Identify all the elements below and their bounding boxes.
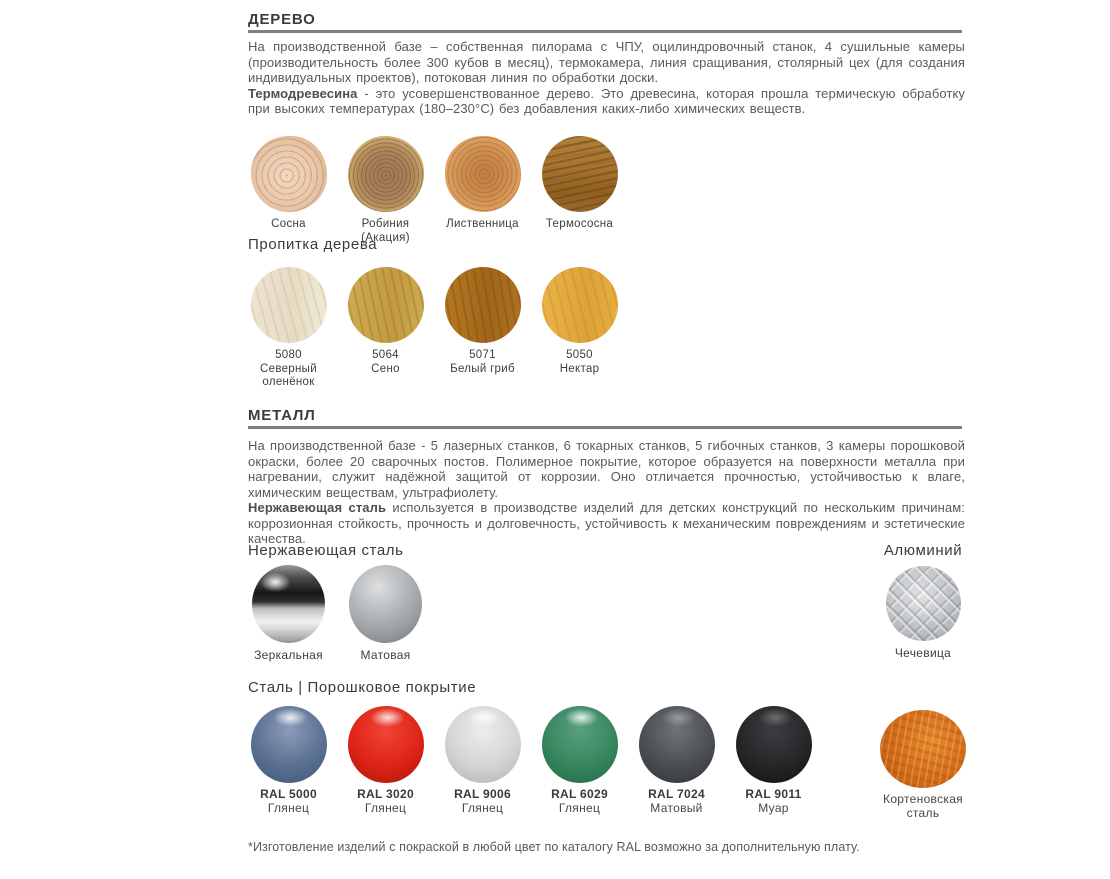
treatment-swatch-5080 xyxy=(240,267,337,390)
wood-treatment-swatch-row xyxy=(240,267,628,390)
treatment-swatch-label xyxy=(240,349,337,390)
pine-wood-swatch-image xyxy=(251,136,327,212)
wood-paragraph-1: На производственной базе – собственная пилорама с ЧПУ, оцилиндровочный станок, 4 сушильные камеры (производительность более 300 кубов в месяц), термокамера, линия сращивания, столярный цех (для создания индивидуальных проектов), потоковая линия по обработки доски. xyxy=(248,39,965,85)
powder-coating-title: Сталь | Порошковое покрытие xyxy=(248,679,477,696)
wood-swatch-robinia xyxy=(337,136,434,245)
ral-3020-sphere-image xyxy=(348,706,424,783)
wood-treatment-title: Пропитка дерева xyxy=(248,236,378,253)
treatment-swatch-label xyxy=(560,349,600,376)
metal-description xyxy=(248,438,965,547)
treatment-5071-swatch-image xyxy=(445,267,521,343)
metal-section-divider xyxy=(248,426,962,429)
larch-wood-swatch-image xyxy=(445,136,521,212)
wood-paragraph-2-rest: - это усовершенствованное дерево. Это древесина, которая прошла термическую обработку при высоких температурах (180–230°С) без добавления каких-либо химических веществ. xyxy=(248,85,965,116)
mirror-steel-swatch-image xyxy=(252,565,325,643)
wood-swatch-label: Термососна xyxy=(545,218,614,230)
wood-swatch-pine xyxy=(240,136,337,245)
ral-code: RAL 9011 xyxy=(745,787,802,801)
stainless-swatch-row xyxy=(240,565,434,663)
ral-code: RAL 7024 xyxy=(648,787,705,801)
ral-9006-sphere-image xyxy=(445,706,521,783)
treatment-swatch-label xyxy=(450,349,515,376)
ral-finish: Глянец xyxy=(267,801,310,815)
corten-label-line2: сталь xyxy=(906,805,940,820)
ral-finish: Глянец xyxy=(461,801,504,815)
stainless-steel-title: Нержавеющая сталь xyxy=(248,542,404,559)
aluminum-swatch xyxy=(873,566,973,661)
treatment-name: Белый гриб xyxy=(450,362,515,375)
ral-6029-sphere-image xyxy=(542,706,618,783)
stainless-swatch-mirror xyxy=(240,565,337,663)
wood-swatch-larch xyxy=(434,136,531,245)
wood-section-title: ДЕРЕВО xyxy=(248,11,316,28)
corten-label-line1: Кортеновская xyxy=(883,792,963,806)
ral-code: RAL 5000 xyxy=(260,787,317,801)
wood-description xyxy=(248,39,965,117)
powder-swatch-ral-3020 xyxy=(337,706,434,816)
metal-paragraph-1: На производственной базе - 5 лазерных станков, 6 токарных станков, 5 гибочных станков, 3 камеры порошковой окраски, более 20 сварочных постов. Полимерное покрытие, которое образуется на поверхности металла при нагревании, служит надёжной защитой от коррозии. Оно отличается прочностью, устойчивостью к влаге, химическим веществам, ультрафиолету. xyxy=(248,438,965,500)
treatment-5064-swatch-image xyxy=(348,267,424,343)
metal-section-title: МЕТАЛЛ xyxy=(248,407,316,424)
metal-paragraph-2-rest: используется в производстве изделий для детских конструкций по нескольким причинам: коррозионная стойкость, прочность и долговечность, устойчивость к механическим повреждениям и эстетические качества. xyxy=(248,500,965,546)
treatment-name: Нектар xyxy=(559,362,600,375)
powder-swatch-ral-7024 xyxy=(628,706,725,816)
powder-swatch-ral-5000 xyxy=(240,706,337,816)
treatment-code: 5080 xyxy=(275,349,302,361)
wood-swatch-label: Лиственница xyxy=(446,218,519,230)
treatment-5080-swatch-image xyxy=(251,267,327,343)
ral-finish: Муар xyxy=(758,801,789,815)
metal-paragraph-2-lead: Нержавеющая сталь xyxy=(248,500,387,515)
powder-swatch-ral-9006 xyxy=(434,706,531,816)
powder-swatch-ral-9011 xyxy=(725,706,822,816)
treatment-name: Северный оленёнок xyxy=(260,362,317,388)
ral-5000-sphere-image xyxy=(251,706,327,783)
treatment-name: Сено xyxy=(371,362,400,375)
ral-code: RAL 3020 xyxy=(357,787,414,801)
corten-steel-label xyxy=(883,793,963,820)
matte-steel-swatch-image xyxy=(349,565,422,643)
wood-swatch-label: Робиния (Акация) xyxy=(361,218,410,244)
corten-steel-swatch xyxy=(873,706,973,820)
corten-steel-swatch-image xyxy=(880,710,966,788)
ral-finish: Глянец xyxy=(558,801,601,815)
wood-section-divider xyxy=(248,30,962,33)
ral-code: RAL 6029 xyxy=(551,787,608,801)
treatment-code: 5064 xyxy=(372,349,399,361)
footnote: *Изготовление изделий с покраской в любой цвет по каталогу RAL возможно за дополнительную плату. xyxy=(248,840,860,854)
robinia-wood-swatch-image xyxy=(348,136,424,212)
ral-7024-sphere-image xyxy=(639,706,715,783)
ral-code: RAL 9006 xyxy=(454,787,511,801)
stainless-swatch-label: Зеркальная xyxy=(254,648,323,662)
aluminum-swatch-label: Чечевица xyxy=(894,646,952,660)
powder-swatch-ral-6029 xyxy=(531,706,628,816)
ral-finish: Глянец xyxy=(364,801,407,815)
treatment-code: 5050 xyxy=(566,349,593,361)
treatment-code: 5071 xyxy=(469,349,496,361)
wood-swatch-row xyxy=(240,136,628,245)
treatment-swatch-5064 xyxy=(337,267,434,390)
treatment-swatch-5071 xyxy=(434,267,531,390)
treatment-swatch-5050 xyxy=(531,267,628,390)
diamond-plate-swatch-image xyxy=(886,566,961,641)
wood-paragraph-2-lead: Термодревесина xyxy=(248,85,358,101)
wood-swatch-thermopine xyxy=(531,136,628,245)
powder-swatch-row xyxy=(240,706,822,816)
stainless-swatch-label: Матовая xyxy=(360,648,411,662)
treatment-5050-swatch-image xyxy=(542,267,618,343)
ral-finish: Матовый xyxy=(650,801,703,815)
thermopine-wood-swatch-image xyxy=(542,136,618,212)
ral-9011-sphere-image xyxy=(736,706,812,783)
aluminum-title: Алюминий xyxy=(883,542,963,559)
stainless-swatch-matte xyxy=(337,565,434,663)
treatment-swatch-label xyxy=(371,349,400,376)
wood-swatch-label: Сосна xyxy=(271,218,306,230)
